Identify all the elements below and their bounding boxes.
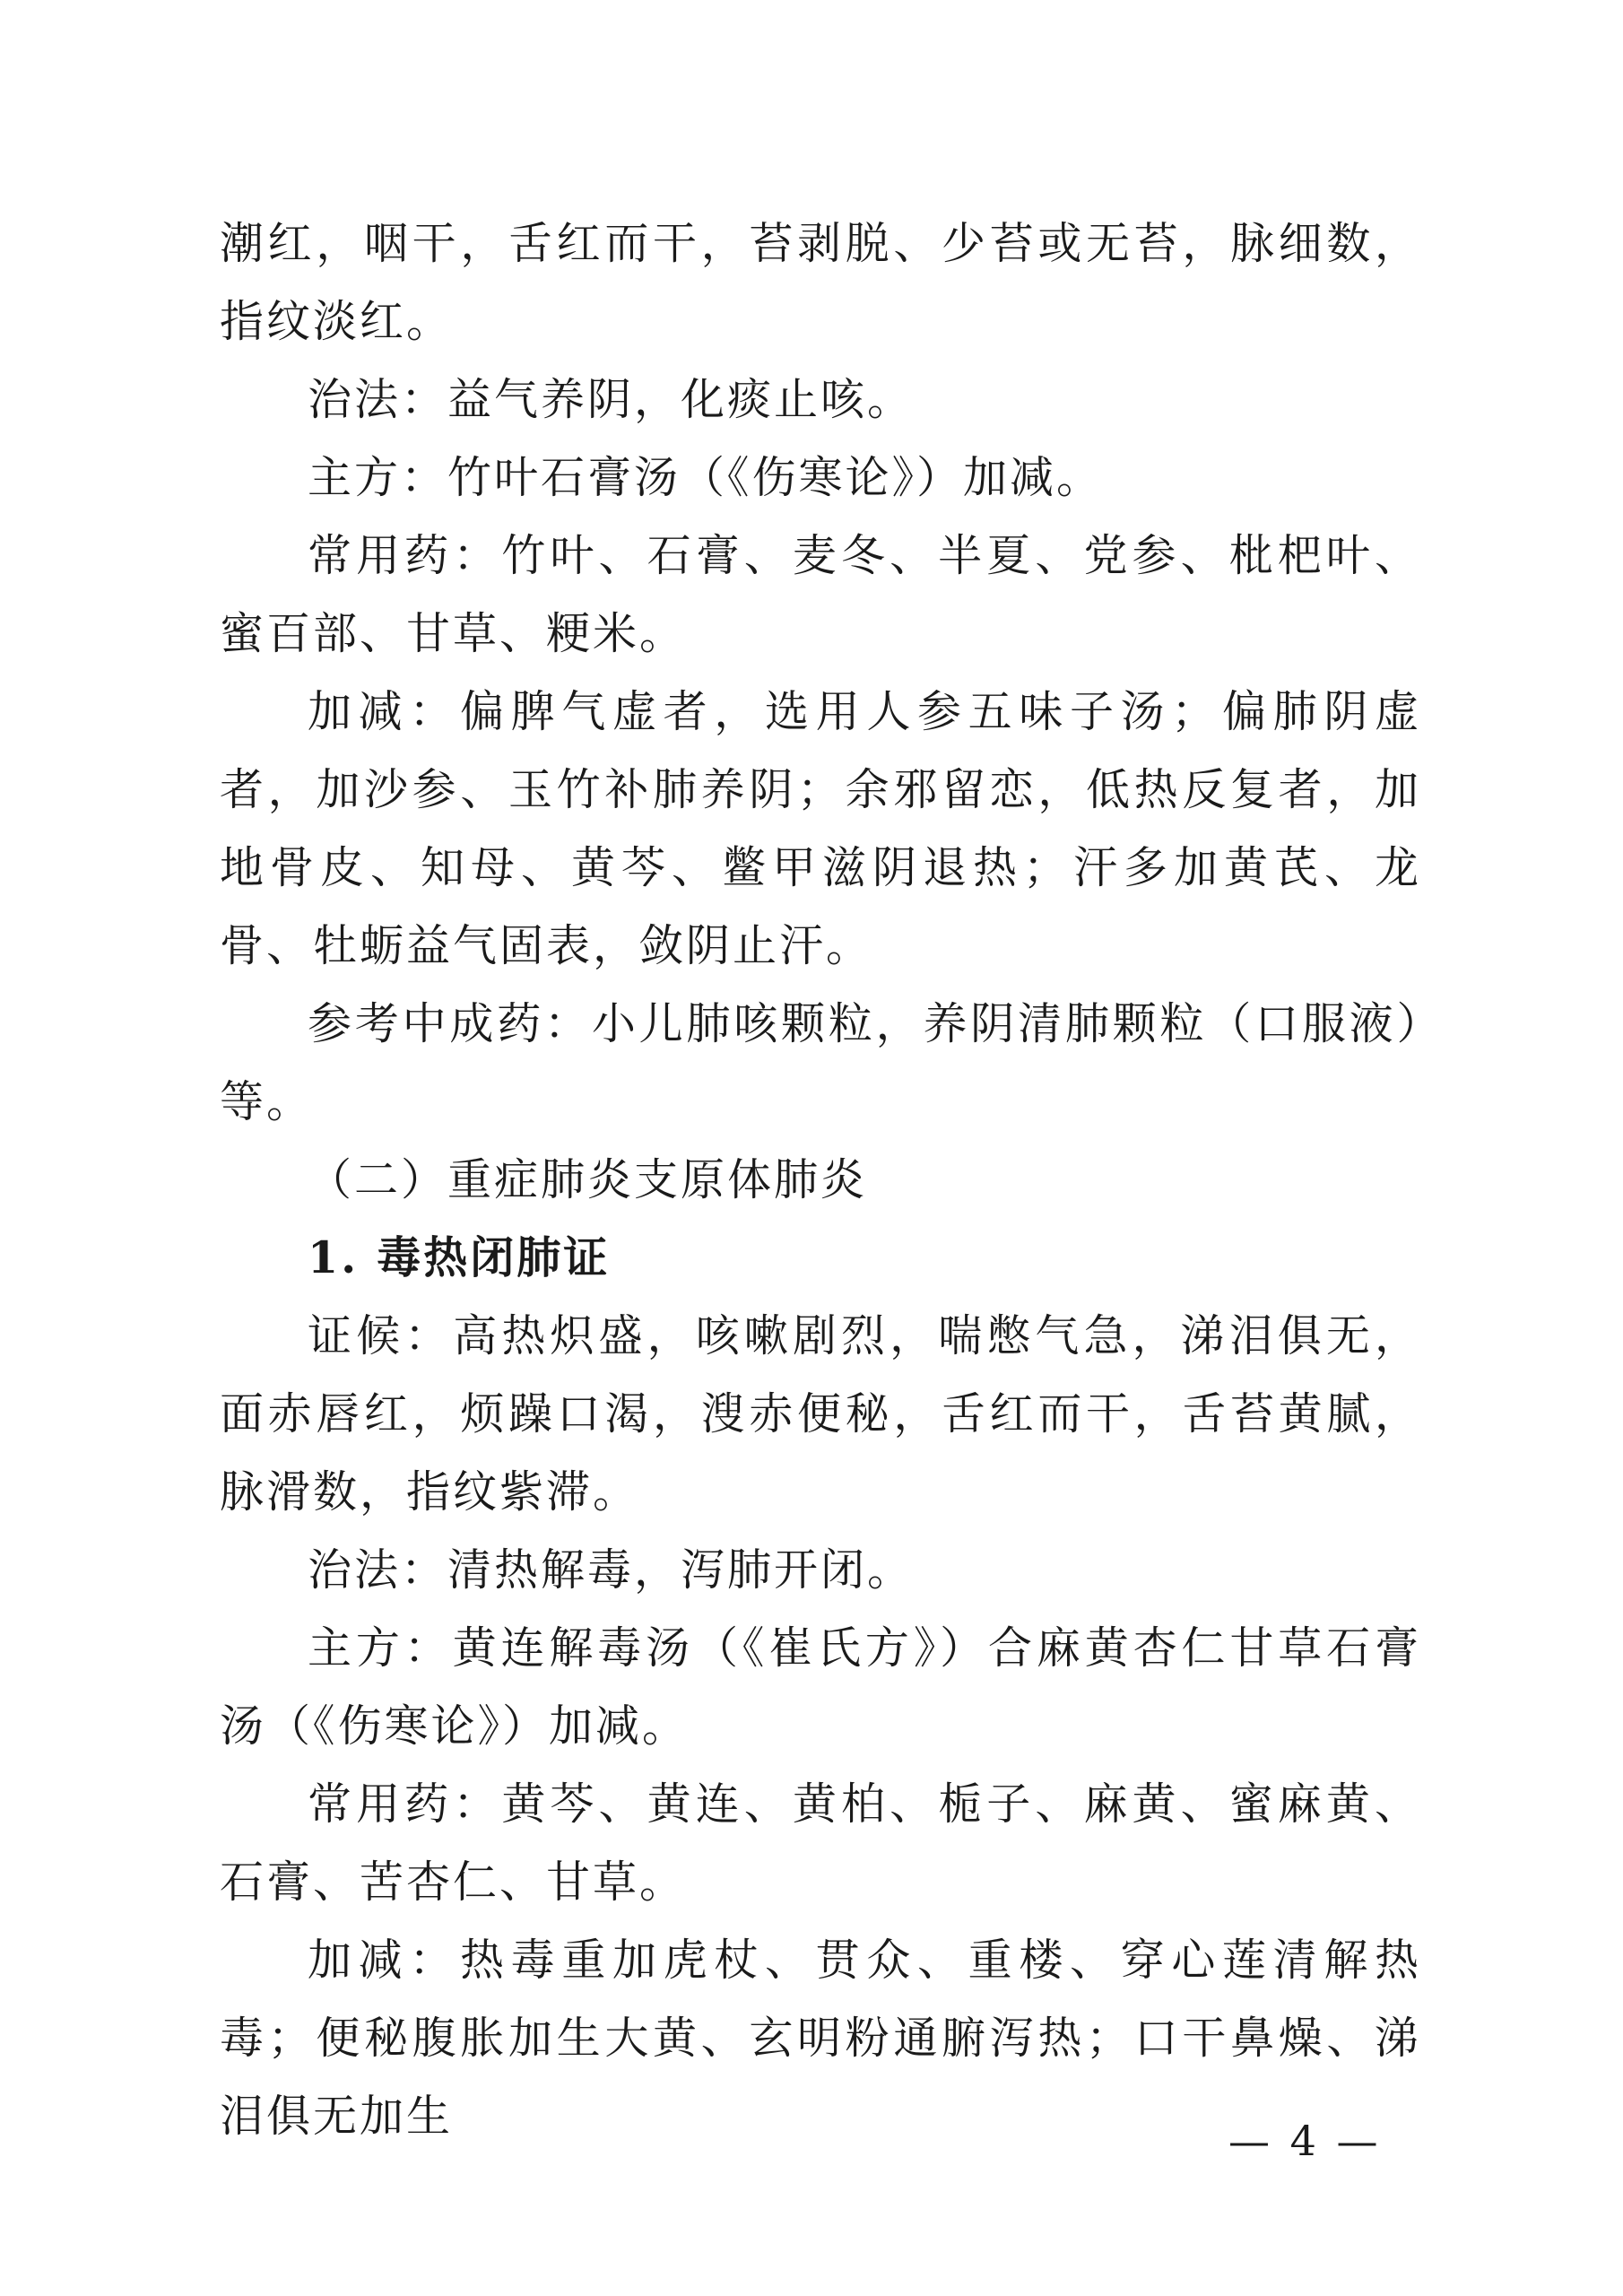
section-heading-severe-pneumonia: （二）重症肺炎支原体肺炎 — [308, 1154, 868, 1205]
paragraph-treatment-method-2: 治法：清热解毒，泻肺开闭。 — [308, 1544, 915, 1596]
paragraph-patent-medicine: 参考中成药：小儿肺咳颗粒，养阴清肺颗粒（口服液）等。 — [220, 998, 1421, 1127]
document-body — [220, 204, 1421, 2155]
subsection-heading-toxic-heat: 1. 毒热闭肺证 — [308, 1231, 611, 1283]
paragraph-main-formula-2: 主方：黄连解毒汤（《崔氏方》）合麻黄杏仁甘草石膏汤（《伤寒论》）加减。 — [220, 1622, 1421, 1752]
paragraph-common-herbs-2: 常用药：黄芩、黄连、黄柏、栀子、麻黄、蜜麻黄、石膏、苦杏仁、甘草。 — [220, 1779, 1421, 1908]
paragraph-main-formula: 主方：竹叶石膏汤（《伤寒论》）加减。 — [308, 452, 1104, 503]
paragraph-modifications-2: 加减：热毒重加虎杖、贯众、重楼、穿心莲清解热毒；便秘腹胀加生大黄、玄明粉通腑泻热；口干鼻燥、涕泪俱无加生 — [220, 1935, 1421, 2142]
paragraph-common-herbs: 常用药：竹叶、石膏、麦冬、半夏、党参、枇杷叶、蜜百部、甘草、粳米。 — [220, 530, 1421, 659]
page-number: — 4 — — [1228, 2117, 1382, 2165]
paragraph-syndrome: 证候：高热炽盛，咳嗽剧烈，喘憋气急，涕泪俱无，面赤唇红，烦躁口渴，溲赤便秘，舌红而干，舌苔黄腻，脉滑数，指纹紫滞。 — [220, 1310, 1421, 1518]
paragraph-modifications: 加减：偏脾气虚者，选用人参五味子汤；偏肺阴虚者，加沙参、玉竹补肺养阴；余邪留恋，低热反复者，加地骨皮、知母、黄芩、鳖甲滋阴退热；汗多加黄芪、龙骨、牡蛎益气固表，敛阴止汗。 — [220, 686, 1421, 971]
paragraph-symptoms-continued: 潮红，咽干，舌红而干，苔剥脱、少苔或无苔，脉细数，指纹淡红。 — [220, 218, 1421, 347]
paragraph-treatment-method: 治法：益气养阴，化痰止咳。 — [308, 374, 915, 425]
